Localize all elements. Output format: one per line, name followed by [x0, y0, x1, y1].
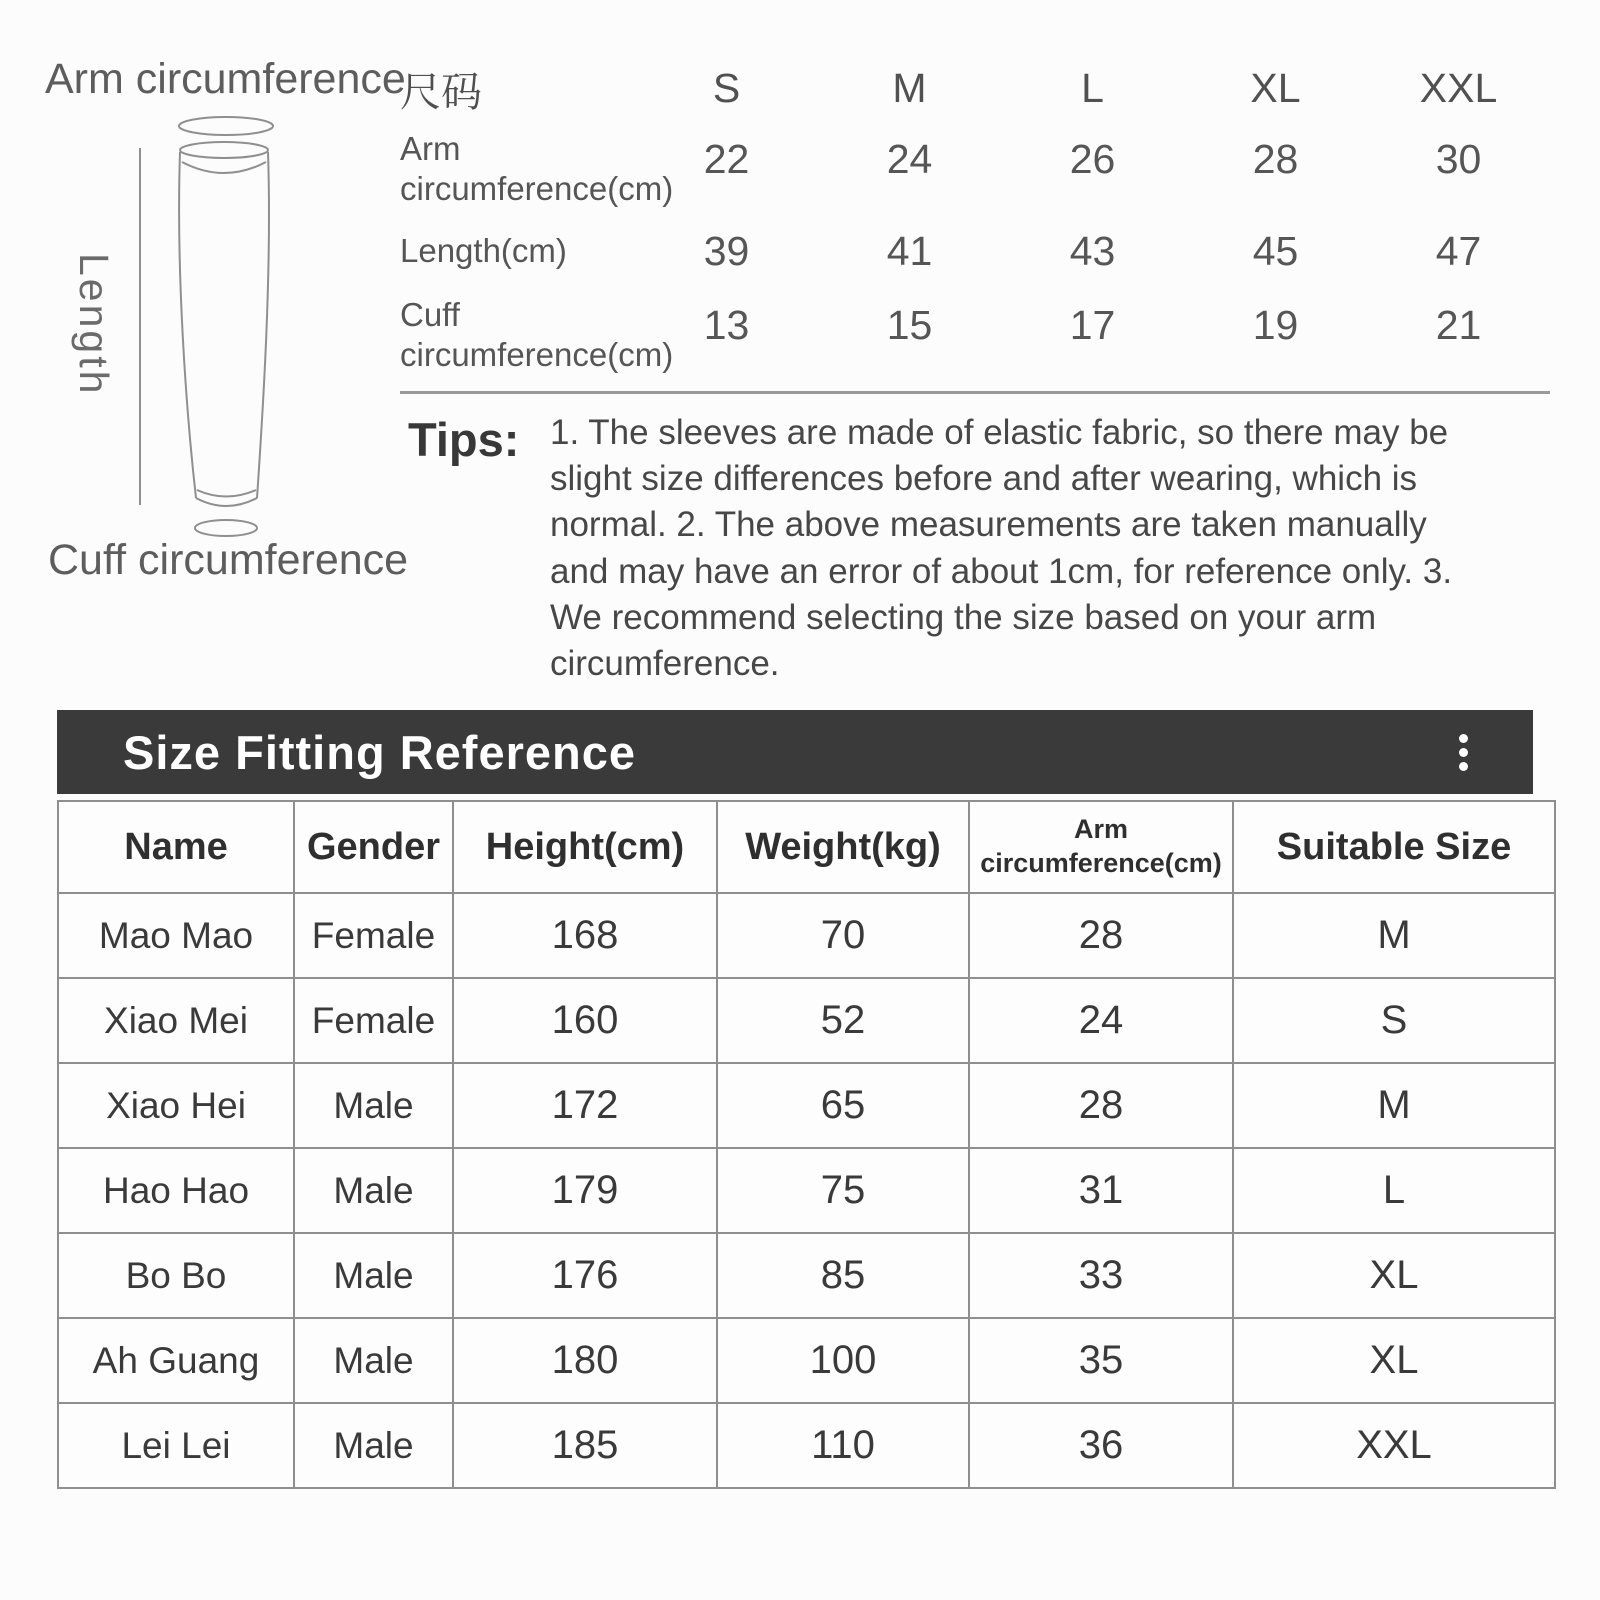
- fitting-cell-gender: Female: [294, 978, 453, 1063]
- fitting-cell-size: XL: [1233, 1318, 1555, 1403]
- tips-section: [408, 410, 1508, 687]
- fitting-col-header-name: Name: [58, 801, 294, 893]
- kebab-dot: [1459, 748, 1468, 757]
- fitting-cell-weight: 65: [717, 1063, 969, 1148]
- arm-circumference-label: Arm circumference: [45, 55, 406, 103]
- fitting-cell-arm: 35: [969, 1318, 1233, 1403]
- sleeve-top-rim: [180, 142, 268, 158]
- size-cell: 22: [703, 135, 750, 182]
- size-cell: 47: [1435, 227, 1482, 274]
- fitting-col-header-size: Suitable Size: [1233, 801, 1555, 893]
- vertical-ellipsis-icon[interactable]: [1448, 710, 1478, 794]
- fitting-title: Size Fitting Reference: [123, 725, 636, 779]
- fitting-cell-size: L: [1233, 1148, 1555, 1233]
- fitting-row: [58, 978, 1555, 1063]
- fitting-cell-name: Lei Lei: [58, 1403, 294, 1488]
- size-row-label-length: Length(cm): [400, 231, 567, 269]
- fitting-cell-gender: Male: [294, 1148, 453, 1233]
- fitting-row: [58, 893, 1555, 978]
- fitting-cell-name: Xiao Hei: [58, 1063, 294, 1148]
- fitting-header-row: [58, 801, 1555, 893]
- fitting-cell-size: M: [1233, 893, 1555, 978]
- size-table: [400, 55, 1550, 385]
- fitting-cell-name: Hao Hao: [58, 1148, 294, 1233]
- fitting-cell-name: Mao Mao: [58, 893, 294, 978]
- fitting-row: [58, 1318, 1555, 1403]
- fitting-cell-weight: 100: [717, 1318, 969, 1403]
- fitting-col-header-arm: Arm circumference(cm): [969, 801, 1233, 893]
- fitting-cell-arm: 28: [969, 893, 1233, 978]
- fitting-cell-gender: Male: [294, 1318, 453, 1403]
- fitting-cell-arm: 31: [969, 1148, 1233, 1233]
- sleeve-cuff-inner: [197, 490, 256, 497]
- size-col-header-xxl: XXL: [1419, 64, 1498, 111]
- fitting-row: [58, 1233, 1555, 1318]
- size-col-header-s: S: [712, 64, 741, 111]
- sleeve-cuff-edge: [196, 498, 257, 506]
- cuff-circumference-label: Cuff circumference: [48, 536, 409, 584]
- fitting-cell-size: M: [1233, 1063, 1555, 1148]
- size-cell: 45: [1252, 227, 1299, 274]
- fitting-row: [58, 1063, 1555, 1148]
- fitting-row: [58, 1403, 1555, 1488]
- tips-label: Tips:: [408, 413, 520, 466]
- size-cell: 24: [886, 135, 933, 182]
- size-row-label-arm: Arm circumference(cm): [400, 129, 674, 207]
- fitting-cell-height: 180: [453, 1318, 717, 1403]
- size-cell: 21: [1435, 301, 1482, 348]
- sleeve-right-edge: [257, 152, 269, 498]
- fitting-cell-height: 179: [453, 1148, 717, 1233]
- fitting-cell-weight: 52: [717, 978, 969, 1063]
- size-cell: 30: [1435, 135, 1482, 182]
- length-label: Length: [71, 253, 117, 397]
- fitting-col-header-weight: Weight(kg): [717, 801, 969, 893]
- fitting-cell-arm: 24: [969, 978, 1233, 1063]
- fitting-row: [58, 1148, 1555, 1233]
- fitting-cell-size: S: [1233, 978, 1555, 1063]
- fitting-cell-gender: Female: [294, 893, 453, 978]
- fitting-cell-arm: 28: [969, 1063, 1233, 1148]
- size-col-header-xl: XL: [1250, 64, 1301, 111]
- fitting-header-bar: [57, 710, 1533, 794]
- size-cell: 43: [1069, 227, 1116, 274]
- size-cell: 19: [1252, 301, 1299, 348]
- fitting-cell-weight: 70: [717, 893, 969, 978]
- fitting-table: [57, 800, 1556, 1489]
- cuff-opening-ellipse: [195, 520, 257, 536]
- fitting-cell-weight: 75: [717, 1148, 969, 1233]
- fitting-cell-height: 172: [453, 1063, 717, 1148]
- size-table-divider: [400, 391, 1550, 394]
- fitting-col-header-gender: Gender: [294, 801, 453, 893]
- size-row-label-cuff: Cuff circumference(cm): [400, 295, 674, 373]
- size-col-header-l: L: [1081, 64, 1104, 111]
- fitting-cell-gender: Male: [294, 1063, 453, 1148]
- sleeve-left-edge: [179, 152, 196, 498]
- fitting-cell-height: 176: [453, 1233, 717, 1318]
- fitting-cell-size: XXL: [1233, 1403, 1555, 1488]
- size-cell: 15: [886, 301, 933, 348]
- fitting-cell-weight: 85: [717, 1233, 969, 1318]
- size-cell: 26: [1069, 135, 1116, 182]
- size-col-header-m: M: [892, 64, 927, 111]
- fitting-cell-gender: Male: [294, 1233, 453, 1318]
- tips-text: 1. The sleeves are made of elastic fabric, so there may be slight size differences before and after wearing, which is normal. 2. The above measurements are taken manually and may have an error of about 1cm, for reference only. 3. We recommend selecting the size based on your arm circumference.: [550, 413, 1453, 683]
- fitting-cell-height: 160: [453, 978, 717, 1063]
- fitting-cell-name: Bo Bo: [58, 1233, 294, 1318]
- size-cell: 17: [1069, 301, 1116, 348]
- fitting-cell-size: XL: [1233, 1233, 1555, 1318]
- kebab-dot: [1459, 734, 1468, 743]
- fitting-cell-height: 185: [453, 1403, 717, 1488]
- size-table-corner-label: 尺码: [400, 68, 482, 115]
- sleeve-inner-seam: [182, 162, 266, 173]
- fitting-cell-name: Xiao Mei: [58, 978, 294, 1063]
- fitting-cell-weight: 110: [717, 1403, 969, 1488]
- fitting-cell-gender: Male: [294, 1403, 453, 1488]
- size-cell: 41: [886, 227, 933, 274]
- fitting-cell-name: Ah Guang: [58, 1318, 294, 1403]
- fitting-cell-height: 168: [453, 893, 717, 978]
- fitting-cell-arm: 33: [969, 1233, 1233, 1318]
- fitting-col-header-height: Height(cm): [453, 801, 717, 893]
- size-cell: 28: [1252, 135, 1299, 182]
- size-cell: 13: [703, 301, 750, 348]
- fitting-cell-arm: 36: [969, 1403, 1233, 1488]
- arm-opening-ellipse: [179, 117, 273, 135]
- kebab-dot: [1459, 762, 1468, 771]
- size-cell: 39: [703, 227, 750, 274]
